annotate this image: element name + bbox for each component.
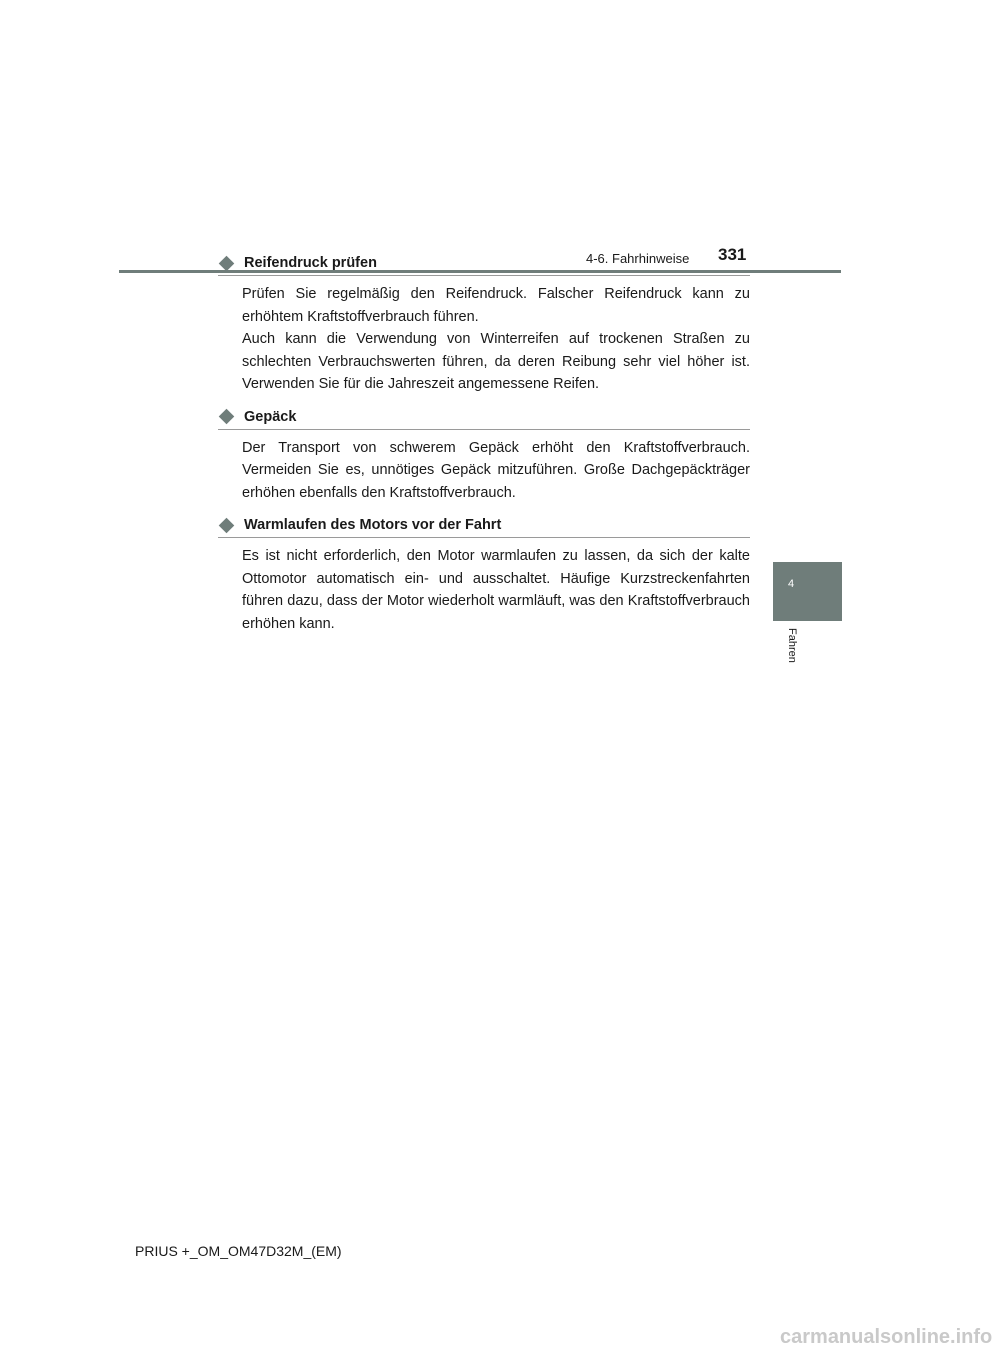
section-heading <box>218 407 750 430</box>
chapter-tab-label: Fahren <box>786 628 798 663</box>
chapter-section-title: 4-6. Fahrhinweise <box>586 251 690 266</box>
paragraph: Der Transport von schwerem Gepäck erhöht den Kraftstoffverbrauch. Vermeiden Sie es, unnötiges Gepäck mitzuführen. Große Dachgepäckträger erhöhen ebenfalls den Kraftstoffverbrauch. <box>242 439 750 501</box>
watermark: carmanualsonline.info <box>780 1326 992 1348</box>
section-body <box>242 545 750 635</box>
chapter-tab <box>773 562 842 621</box>
paragraph: Prüfen Sie regelmäßig den Reifendruck. Falscher Reifendruck kann zu erhöhtem Kraftstoffverbrauch führen. <box>242 286 750 325</box>
section-title: Warmlaufen des Motors vor der Fahrt <box>244 517 502 533</box>
section-body <box>242 437 750 505</box>
section-heading <box>218 253 750 276</box>
section-title: Reifendruck prüfen <box>244 255 377 271</box>
section-heading <box>218 515 750 538</box>
paragraph: Es ist nicht erforderlich, den Motor warmlaufen zu lassen, da sich der kalte Ottomotor automatisch ein- und ausschaltet. Häufige Kurzstreckenfahrten führen dazu, dass der Motor wiederholt warmläuft, was den Kraftstoffverbrauch erhöhen kann. <box>242 548 750 632</box>
paragraph: Auch kann die Verwendung von Winterreifen auf trockenen Straßen zu schlechten Verbrauchswerten führen, da deren Reibung sehr viel höher ist. Verwenden Sie für die Jahreszeit angemessene Reifen. <box>242 331 750 392</box>
page-number: 331 <box>718 245 747 264</box>
section-body <box>242 283 750 396</box>
diamond-bullet-icon <box>219 255 235 271</box>
section-title: Gepäck <box>244 408 297 425</box>
section-tire-pressure <box>218 253 750 396</box>
section-luggage <box>218 407 750 505</box>
document-id: PRIUS +_OM_OM47D32M_(EM) <box>135 1243 342 1259</box>
chapter-tab-number: 4 <box>788 578 795 590</box>
page-content <box>218 253 750 646</box>
diamond-bullet-icon <box>219 409 235 425</box>
section-engine-warmup <box>218 515 750 635</box>
diamond-bullet-icon <box>219 517 235 533</box>
